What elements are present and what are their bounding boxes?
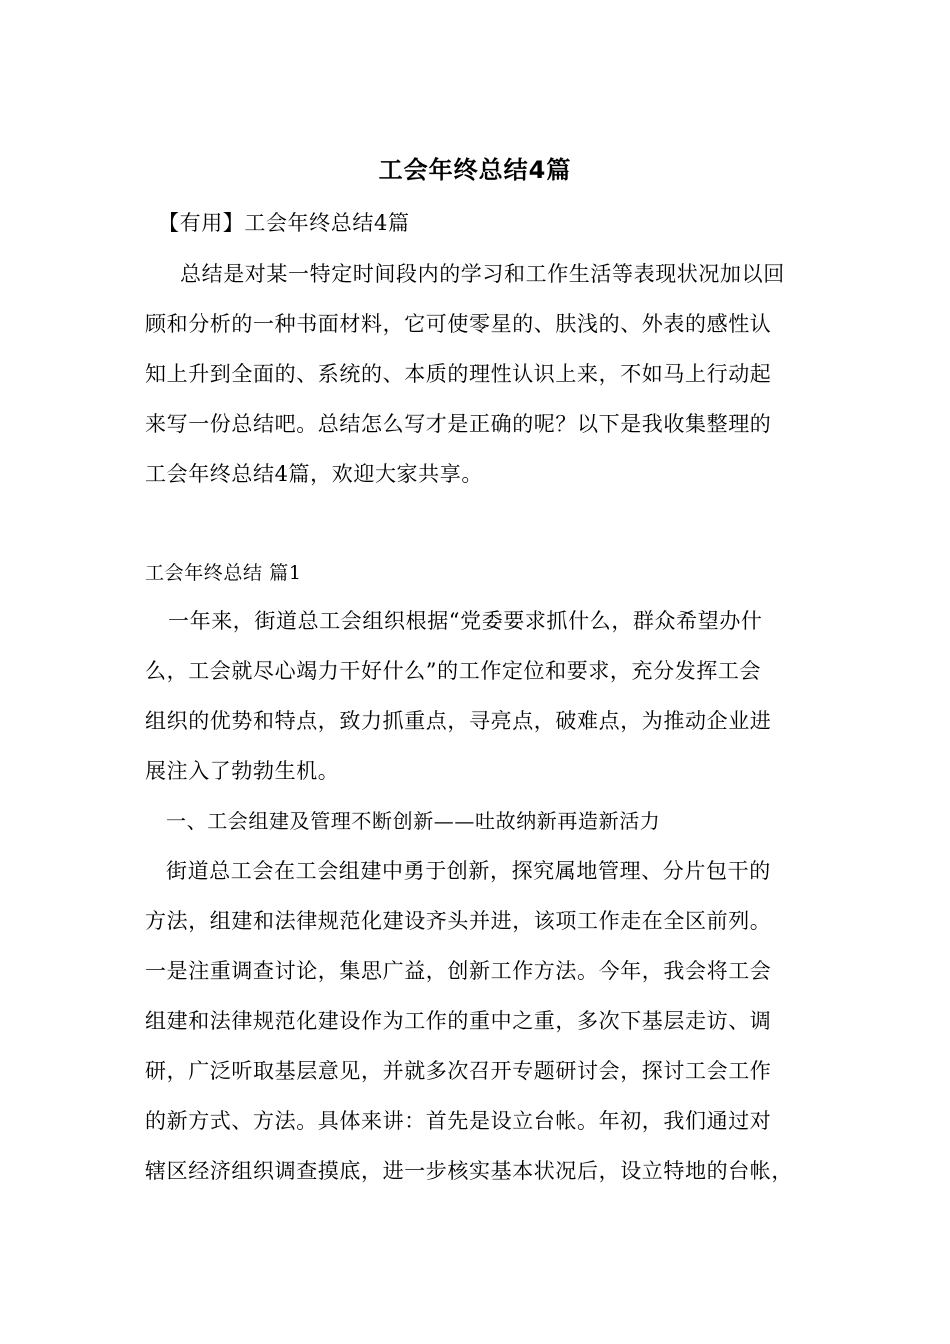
paragraph-line: 展注入了勃勃生机。 (145, 759, 340, 783)
document-subtitle: 【有用】工会年终总结4篇 (158, 211, 410, 235)
paragraph-line: 辖区经济组织调查摸底，进一步核实基本状况后，设立特地的台帐， (145, 1159, 793, 1183)
paragraph-line: 一年来，街道总工会组织根据“党委要求抓什么，群众希望办什 (168, 609, 763, 633)
intro-line: 工会年终总结4篇，欢迎大家共享。 (145, 462, 483, 486)
paragraph-line: 的新方式、方法。具体来讲：首先是设立台帐。年初，我们通过对 (145, 1109, 772, 1133)
document-title: 工会年终总结4篇 (378, 156, 572, 184)
paragraph-line: 研，广泛听取基层意见，并就多次召开专题研讨会，探讨工会工作 (145, 1059, 772, 1083)
paragraph-line: 方法，组建和法律规范化建设齐头并进，该项工作走在全区前列。 (145, 909, 772, 933)
intro-line: 知上升到全面的、系统的、本质的理性认识上来，不如马上行动起 (145, 362, 772, 386)
paragraph-line: 么，工会就尽心竭力干好什么”的工作定位和要求，充分发挥工会 (145, 659, 762, 683)
intro-line: 顾和分析的一种书面材料，它可使零星的、肤浅的、外表的感性认 (145, 312, 772, 336)
paragraph-line: 街道总工会在工会组建中勇于创新，探究属地管理、分片包干的 (166, 859, 771, 883)
paragraph-line: 组建和法律规范化建设作为工作的重中之重，多次下基层走访、调 (145, 1009, 772, 1033)
section-subheading: 一、工会组建及管理不断创新——吐故纳新再造新活力 (166, 809, 661, 833)
paragraph-line: 一是注重调查讨论，集思广益，创新工作方法。今年，我会将工会 (145, 959, 772, 983)
intro-line: 来写一份总结吧。总结怎么写才是正确的呢？以下是我收集整理的 (145, 412, 772, 436)
section-heading: 工会年终总结 篇1 (145, 562, 302, 584)
intro-line: 总结是对某一特定时间段内的学习和工作生活等表现状况加以回 (180, 262, 785, 286)
paragraph-line: 组织的优势和特点，致力抓重点，寻亮点，破难点，为推动企业进 (145, 709, 772, 733)
